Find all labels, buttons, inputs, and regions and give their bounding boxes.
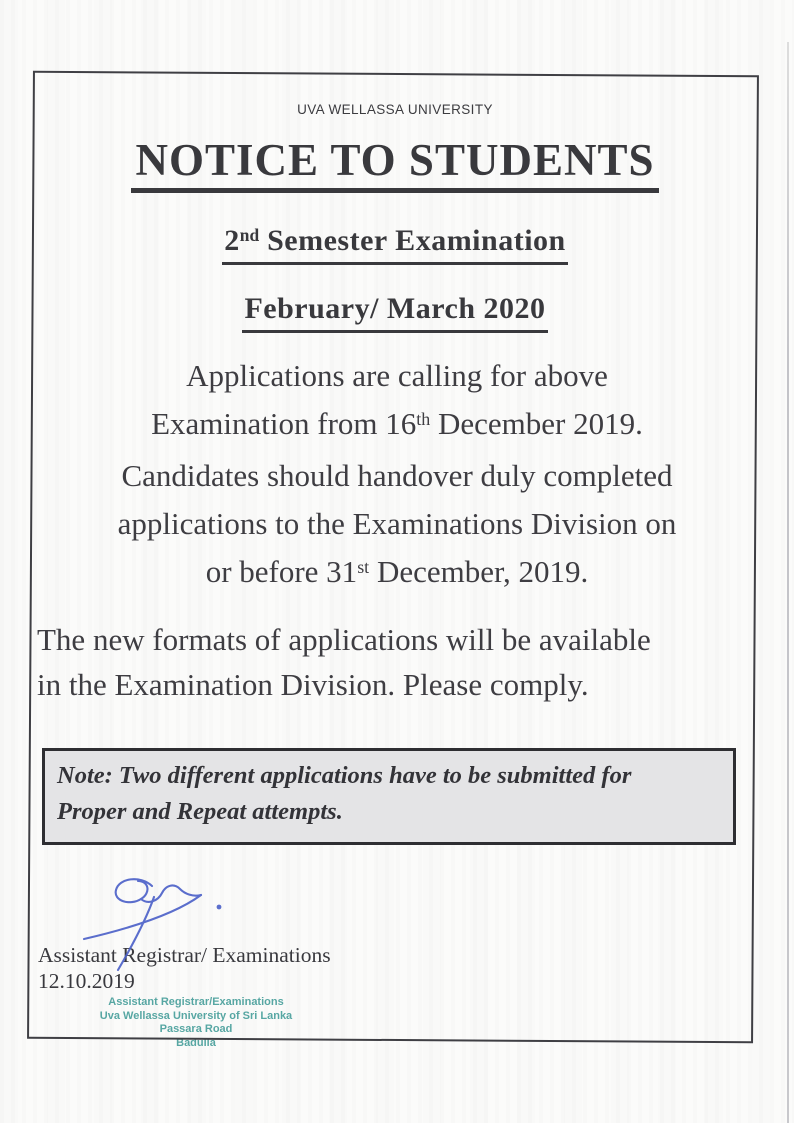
paragraph-text: Examination from 16 [151, 406, 417, 441]
notice-title-row [32, 137, 758, 193]
semester-number: 2 [224, 224, 240, 257]
exam-period-heading-row [32, 291, 758, 333]
new-formats-paragraph [37, 617, 761, 707]
semester-heading-text: Semester Examination [259, 224, 566, 257]
paragraph-line: The new formats of applications will be available [37, 622, 651, 657]
paragraph-line [40, 400, 754, 452]
signature-pen-dot [217, 905, 222, 910]
stamp-line: Passara Road [159, 1023, 233, 1035]
stamp-line: Uva Wellassa University of Sri Lanka [99, 1009, 293, 1022]
date-ordinal-suffix: st [357, 556, 370, 577]
signature-scribble-icon [56, 870, 241, 982]
note-box [42, 748, 736, 845]
paragraph-text: December 2019. [430, 406, 643, 441]
semester-ordinal-suffix: nd [239, 224, 260, 245]
note-line: Note: Two different applications have to be submitted for [57, 762, 632, 789]
exam-period-heading: February/ March 2020 [242, 291, 547, 333]
paragraph-line [40, 548, 754, 600]
paragraph-line: Candidates should handover duly completed [121, 458, 673, 493]
paragraph-text: December, 2019. [369, 554, 589, 589]
paragraph-line: applications to the Examinations Division on [117, 506, 677, 541]
semester-heading-row [32, 223, 758, 265]
stamp-line: Badulla [176, 1036, 216, 1049]
signatory-designation: Assistant Registrar/ Examinations [38, 943, 331, 967]
notice-title: NOTICE TO STUDENTS [131, 137, 658, 193]
stamp-line: Assistant Registrar/Examinations [108, 996, 284, 1008]
paragraph-line: Applications are calling for above [186, 358, 608, 393]
paragraph-text: or before 31 [205, 554, 358, 589]
scan-edge-artifact [787, 42, 789, 1123]
notice-date: 12.10.2019 [38, 969, 135, 993]
university-name: UVA WELLASSA UNIVERSITY [297, 102, 493, 117]
semester-heading [222, 223, 567, 265]
official-rubber-stamp [88, 996, 304, 1050]
paragraph-line: in the Examination Division. Please comply. [37, 667, 589, 702]
application-call-paragraph [40, 352, 754, 600]
note-line: Proper and Repeat attempts. [57, 798, 343, 825]
date-ordinal-suffix: th [416, 408, 431, 429]
